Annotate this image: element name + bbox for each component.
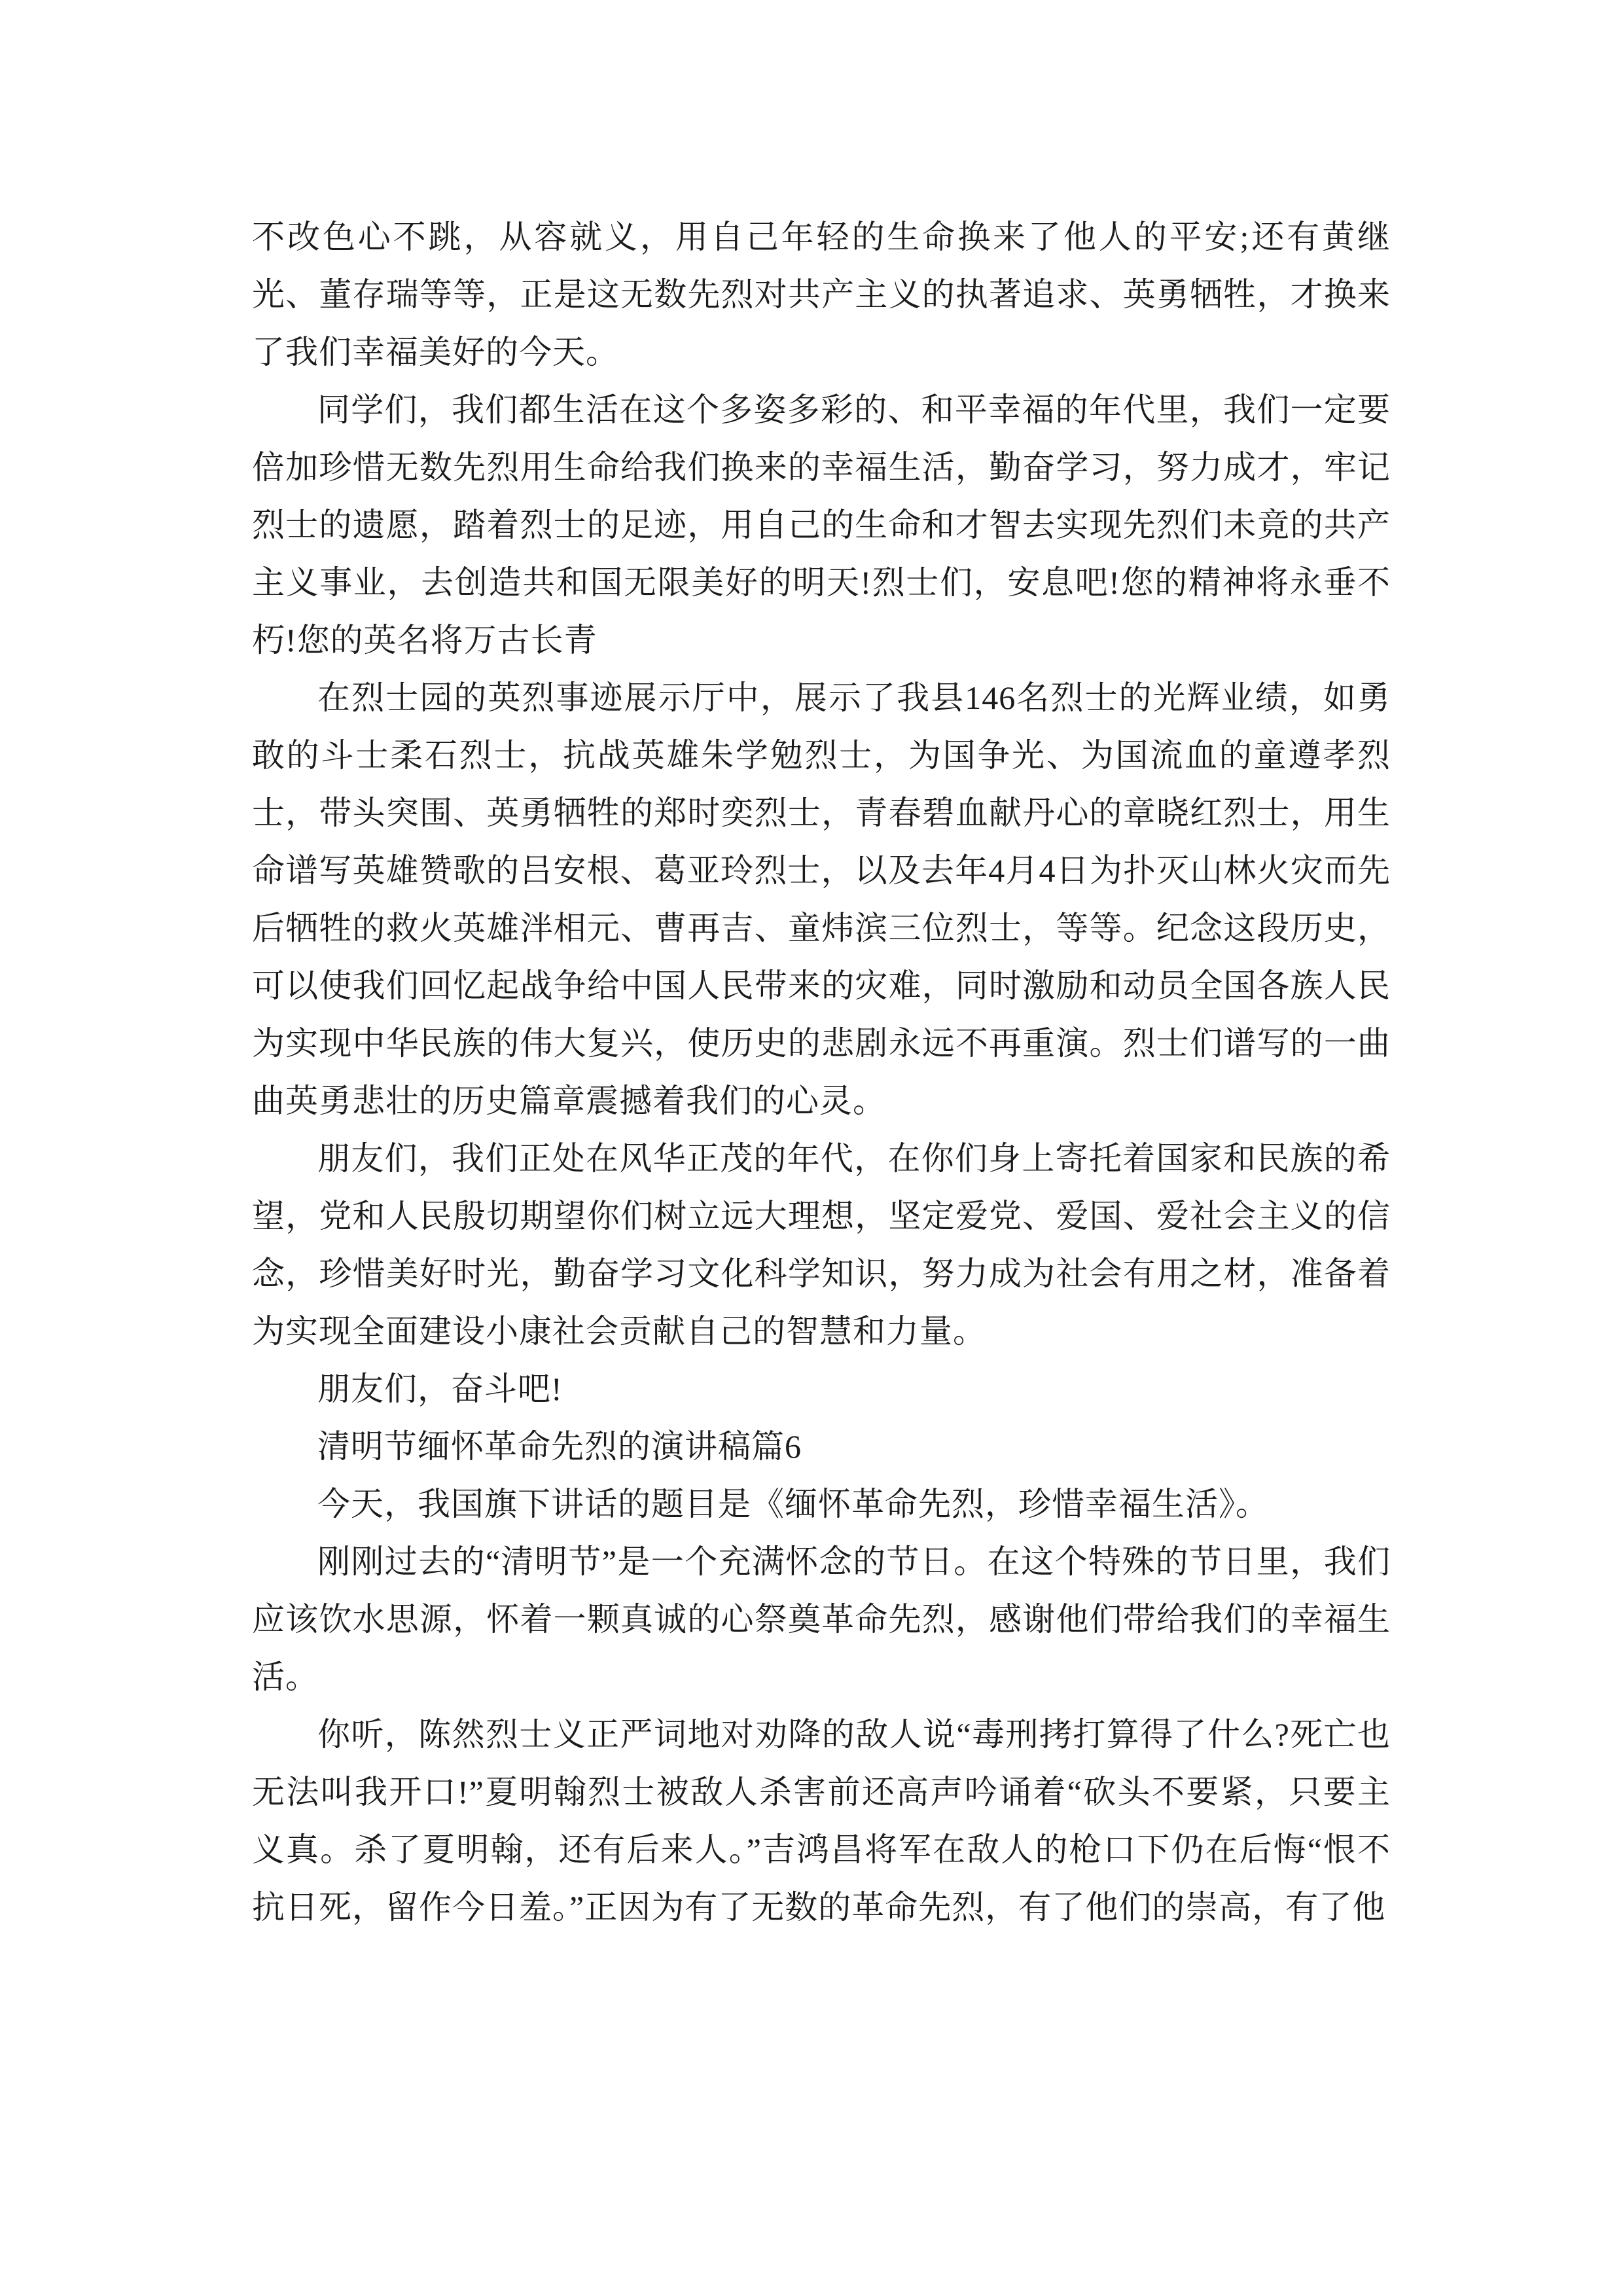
- paragraph: 刚刚过去的“清明节”是一个充满怀念的节日。在这个特殊的节日里，我们应该饮水思源，怀着一颗真诚的心祭奠革命先烈，感谢他们带给我们的幸福生活。: [252, 1543, 1391, 1695]
- paragraph: 在烈士园的英烈事迹展示厅中，展示了我县146名烈士的光辉业绩，如勇敢的斗士柔石烈士，抗战英雄朱学勉烈士，为国争光、为国流血的童遵孝烈士，带头突围、英勇牺牲的郑时奕烈士，青春碧血献丹心的章晓红烈士，用生命谱写英雄赞歌的吕安根、葛亚玲烈士，以及去年4月4日为扑灭山林火灾而先后牺牲的救火英雄泮相元、曹再吉、童炜滨三位烈士，等等。纪念这段历史，可以使我们回忆起战争给中国人民带来的灾难，同时激励和动员全国各族人民为实现中华民族的伟大复兴，使历史的悲剧永远不再重演。烈士们谱写的一曲曲英勇悲壮的历史篇章震撼着我们的心灵。: [252, 679, 1391, 1119]
- paragraph: 今天，我国旗下讲话的题目是《缅怀革命先烈，珍惜幸福生活》。: [317, 1486, 1269, 1522]
- document-body: [252, 208, 1391, 1936]
- paragraph: 同学们，我们都生活在这个多姿多彩的、和平幸福的年代里，我们一定要倍加珍惜无数先烈用生命给我们换来的幸福生活，勤奋学习，努力成才，牢记烈士的遗愿，踏着烈士的足迹，用自己的生命和才智去实现先烈们未竟的共产主义事业，去创造共和国无限美好的明天!烈士们，安息吧!您的精神将永垂不朽!您的英名将万古长青: [252, 391, 1391, 658]
- paragraph: 你听，陈然烈士义正严词地对劝降的敌人说“毒刑拷打算得了什么?死亡也无法叫我开口!”夏明翰烈士被敌人杀害前还高声吟诵着“砍头不要紧，只要主义真。杀了夏明翰，还有后来人。”吉鸿昌将军在敌人的枪口下仍在后悔“恨不抗日死，留作今日羞。”正因为有了无数的革命先烈，有了他们的崇高，有了他: [252, 1716, 1391, 1926]
- paragraph: 朋友们，奋斗吧!: [317, 1371, 563, 1407]
- paragraph: 不改色心不跳，从容就义，用自己年轻的生命换来了他人的平安;还有黄继光、董存瑞等等，正是这无数先烈对共产主义的执著追求、英勇牺牲，才换来了我们幸福美好的今天。: [252, 219, 1391, 370]
- paragraph: 朋友们，我们正处在风华正茂的年代，在你们身上寄托着国家和民族的希望，党和人民殷切期望你们树立远大理想，坚定爱党、爱国、爱社会主义的信念，珍惜美好时光，勤奋学习文化科学知识，努力成为社会有用之材，准备着为实现全面建设小康社会贡献自己的智慧和力量。: [252, 1140, 1391, 1350]
- paragraph: 清明节缅怀革命先烈的演讲稿篇6: [317, 1428, 802, 1465]
